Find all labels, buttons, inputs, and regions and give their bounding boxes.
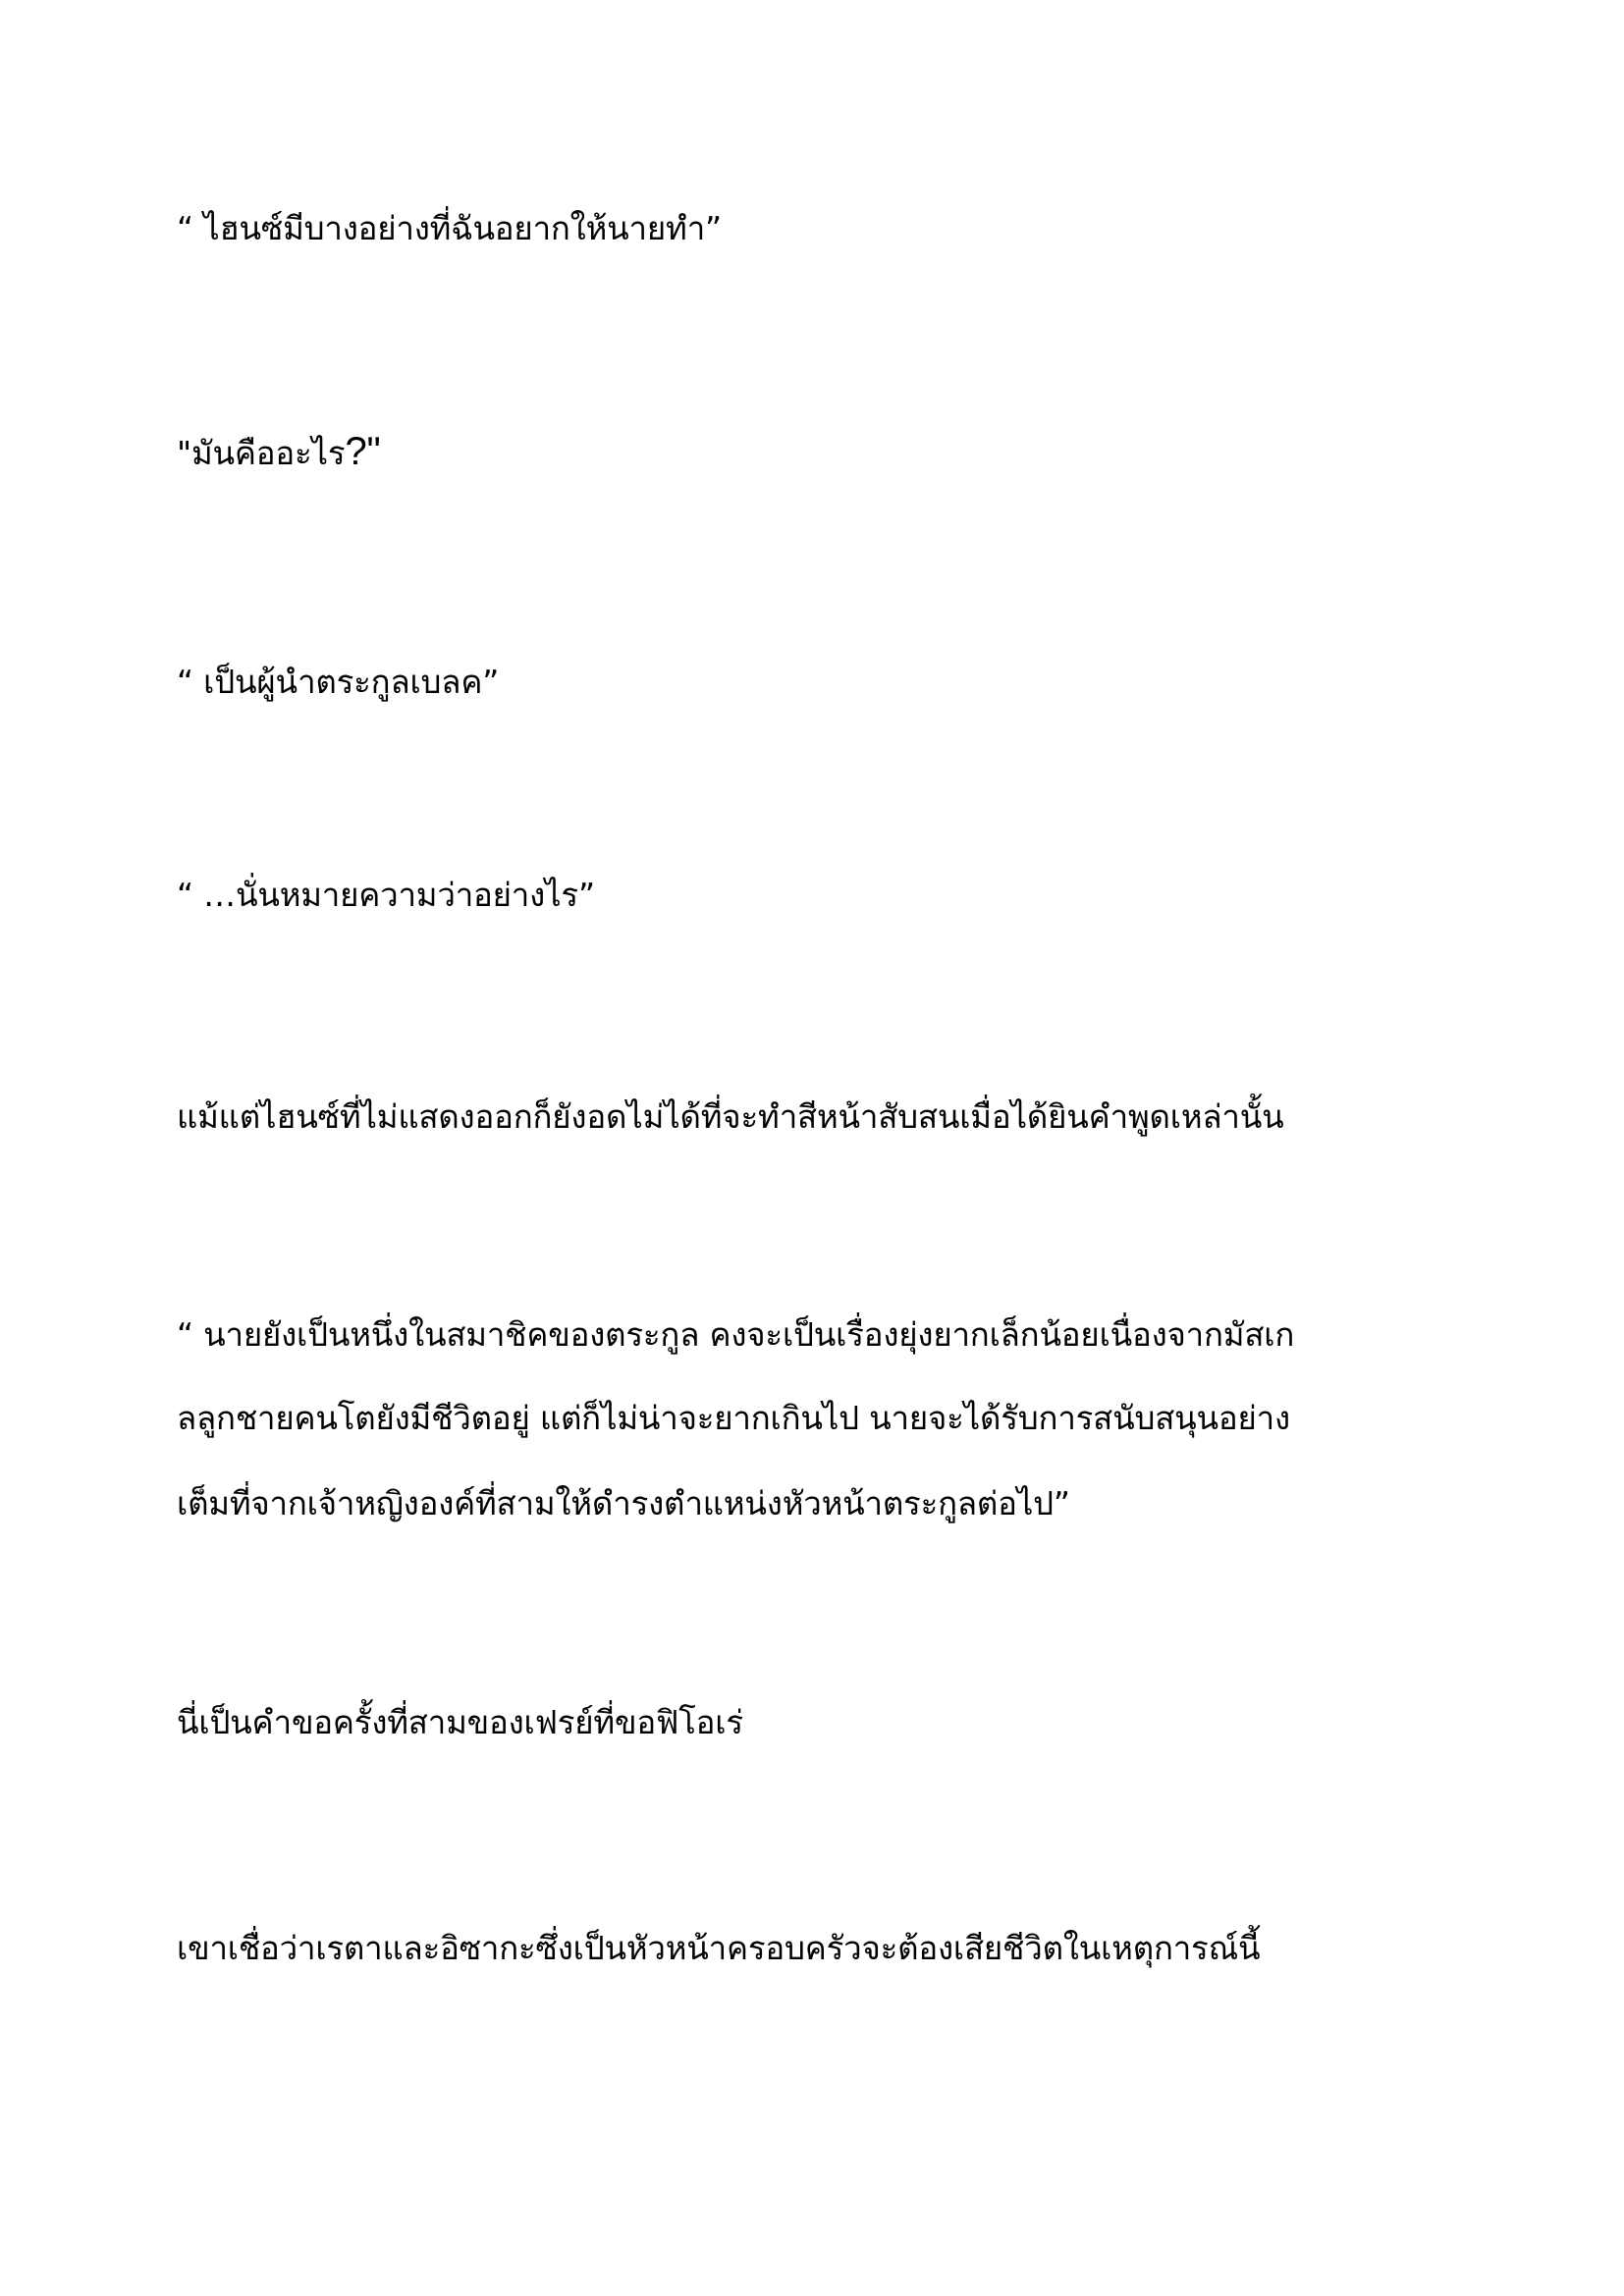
paragraph-dialogue-5-line-1: “ นายยังเป็นหนึ่งในสมาชิคของตระกูล คงจะเป็นเรื่องยุ่งยากเล็กน้อยเนื่องจากมัสเก [177, 1315, 1295, 1354]
paragraph-narration-2: นี่เป็นคำขอครั้งที่สามของเฟรย์ที่ขอฟิโอเร่ [177, 1703, 743, 1741]
paragraph-dialogue-4: “ …นั่นหมายความว่าอย่างไร” [177, 876, 595, 914]
paragraph-narration-1: แม้แต่ไฮนซ์ที่ไม่แสดงออกก็ยังอดไม่ได้ที่จะทำสีหน้าสับสนเมื่อได้ยินคำพูดเหล่านั้น [177, 1097, 1284, 1136]
dialogue-2-text: "มันคืออะไร [177, 434, 346, 472]
paragraph-dialogue-3: “ เป็นผู้นำตระกูลเบลค” [177, 663, 500, 701]
paragraph-dialogue-2 [177, 432, 381, 473]
dialogue-2-question-mark: ?" [345, 430, 381, 473]
paragraph-dialogue-5-line-3: เต็มที่จากเจ้าหญิงองค์ที่สามให้ดำรงตำแหน่งหัวหน้าตระกูลต่อไป” [177, 1484, 1070, 1522]
paragraph-dialogue-1: “ ไฮนซ์มีบางอย่างที่ฉันอยากให้นายทำ” [177, 209, 722, 247]
paragraph-narration-3: เขาเชื่อว่าเรตาและอิซากะซึ่งเป็นหัวหน้าครอบครัวจะต้องเสียชีวิตในเหตุการณ์นี้ [177, 1929, 1261, 1967]
paragraph-dialogue-5-line-2: ลลูกชายคนโตยังมีชีวิตอยู่ แต่ก็ไม่น่าจะยากเกินไป นายจะได้รับการสนับสนุนอย่าง [177, 1399, 1290, 1437]
